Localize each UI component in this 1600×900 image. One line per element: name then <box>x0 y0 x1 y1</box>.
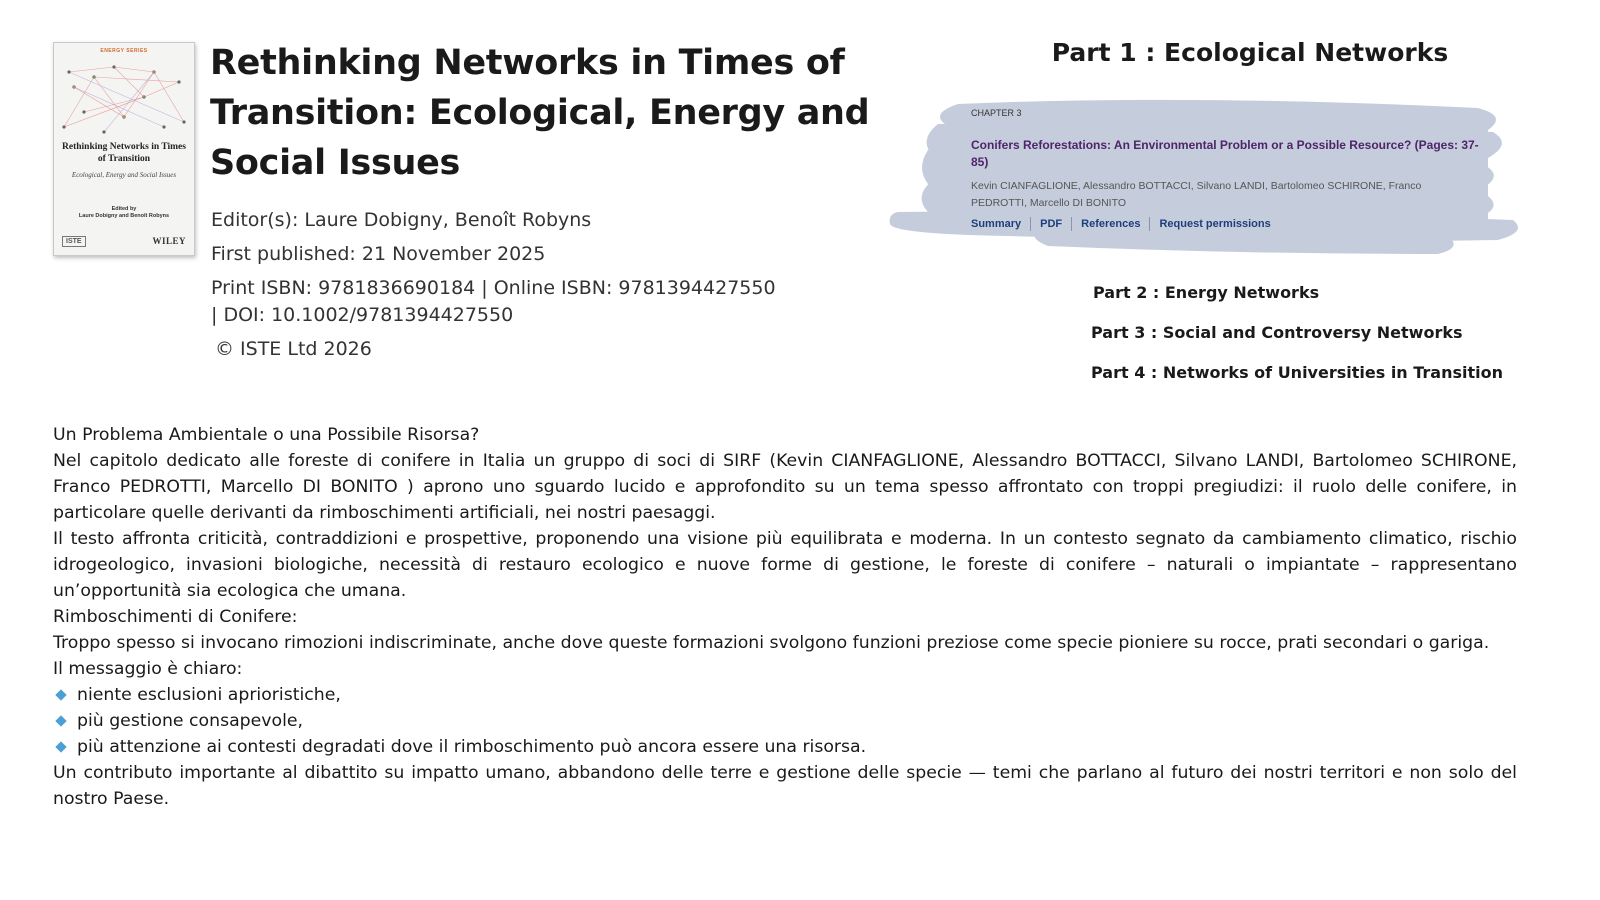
book-cover <box>53 42 195 256</box>
book-title: Rethinking Networks in Times of Transition: Ecological, Energy and Social Issues <box>210 43 870 183</box>
doi-line: | DOI: 10.1002/9781394427550 <box>211 304 514 326</box>
cover-editors-block <box>58 206 190 220</box>
bullet-item <box>53 708 1517 734</box>
copyright: © ISTE Ltd 2026 <box>215 338 372 360</box>
chapter-label: CHAPTER 3 <box>971 108 1022 118</box>
cover-edited-by: Edited by <box>111 206 137 212</box>
chapter-card <box>888 96 1528 266</box>
cover-footer <box>62 235 186 247</box>
chapter-links <box>971 217 1280 231</box>
first-published: First published: 21 November 2025 <box>211 243 546 265</box>
book-editors: Editor(s): Laure Dobigny, Benoît Robyns <box>211 209 592 231</box>
body-paragraph-4: Il messaggio è chiaro: <box>53 659 243 679</box>
chapter-title-link[interactable]: Conifers Reforestations: An Environmental Problem or a Possible Resource? (Pages: 37-85) <box>971 138 1479 169</box>
cover-subtitle: Ecological, Energy and Social Issues <box>71 171 177 179</box>
diamond-bullet-icon <box>55 715 66 726</box>
body-paragraph-1: Nel capitolo dedicato alle foreste di conifere in Italia un gruppo di soci di SIRF (Kevin CIANFAGLIONE, Alessandro BOTTACCI, Silvano LANDI, Bartolomeo SCHIRONE, Franco PEDROTTI, Marcello DI BONITO ) aprono uno sguardo lucido e approfondito su un tema spesso affrontato con troppi pregiudizi: il ruolo delle conifere, in particolare quelle derivanti da rimboschimenti artificiali, nei nostri paesaggi. <box>53 451 1517 523</box>
summary-link[interactable]: Summary <box>971 218 1022 230</box>
diamond-bullet-icon <box>55 689 66 700</box>
bullet-text: niente esclusioni aprioristiche, <box>77 685 341 705</box>
pdf-link[interactable]: PDF <box>1030 217 1071 231</box>
chapter-authors: Kevin CIANFAGLIONE, Alessandro BOTTACCI, Silvano LANDI, Bartolomeo SCHIRONE, Franco PEDROTTI, Marcello DI BONITO <box>971 180 1422 209</box>
cover-series: ENERGY SERIES <box>100 48 148 54</box>
request-permissions-link[interactable]: Request permissions <box>1149 217 1279 231</box>
part-4-heading: Part 4 : Networks of Universities in Transition <box>1091 363 1504 382</box>
body-paragraph-2: Il testo affronta criticità, contraddizioni e prospettive, proponendo una visione più equilibrata e moderna. In un contesto segnato da cambiamento climatico, rischio idrogeologico, invasioni biologiche, necessità di restauro ecologico e nuove forme di gestione, le foreste di conifere – naturali o impiantate – rappresentano un’opportunità sia ecologica che umana. <box>53 529 1517 601</box>
wiley-logo: WILEY <box>152 236 186 246</box>
body-paragraph-3: Troppo spesso si invocano rimozioni indiscriminate, anche dove queste formazioni svolgono funzioni preziose come specie pioniere su rocce, prati secondari o gariga. <box>53 633 1490 653</box>
bullet-item <box>53 734 1517 760</box>
isbn-line: Print ISBN: 9781836690184 | Online ISBN: 9781394427550 <box>211 277 776 299</box>
body-heading: Un Problema Ambientale o una Possibile Risorsa? <box>53 425 480 445</box>
bullet-text: più gestione consapevole, <box>77 711 303 731</box>
bullet-text: più attenzione ai contesti degradati dove il rimboschimento può ancora essere una risorsa. <box>77 737 867 757</box>
references-link[interactable]: References <box>1071 217 1149 231</box>
body-paragraph-5: Un contributo importante al dibattito su impatto umano, abbandono delle terre e gestione delle specie — temi che parlano al futuro dei nostri territori e non solo del nostro Paese. <box>53 763 1517 809</box>
body-heading-2: Rimboschimenti di Conifere: <box>53 607 298 627</box>
bullet-item <box>53 682 1517 708</box>
part-1-heading: Part 1 : Ecological Networks <box>1051 38 1449 67</box>
cover-editors: Laure Dobigny and Benoît Robyns <box>78 213 170 219</box>
network-graph-icon <box>54 57 194 137</box>
part-2-heading: Part 2 : Energy Networks <box>1093 283 1320 302</box>
iste-logo: ISTE <box>62 236 86 247</box>
article-body <box>53 422 1517 812</box>
diamond-bullet-icon <box>55 741 66 752</box>
part-3-heading: Part 3 : Social and Controversy Networks <box>1091 323 1463 342</box>
cover-title: Rethinking Networks in Times of Transition <box>62 142 186 164</box>
